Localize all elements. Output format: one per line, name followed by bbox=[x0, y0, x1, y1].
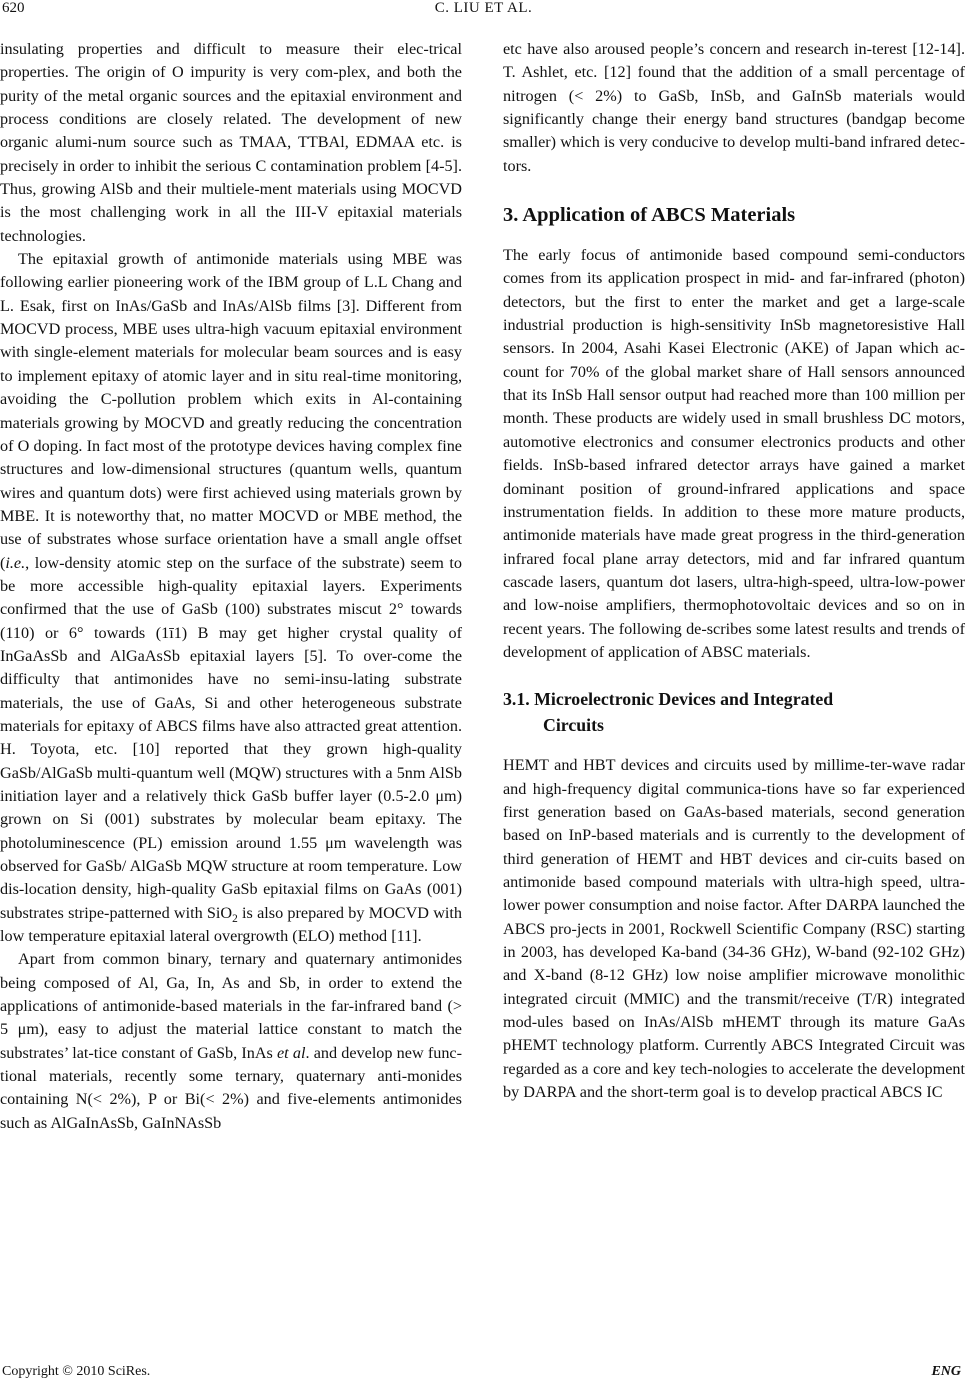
page-number: 620 bbox=[2, 0, 25, 16]
paragraph: The early focus of antimonide based compound semi-conductors comes from its application prospect in mid- and far-infrared (photon) detectors, but the first to enter the market and get a large-scale industrial production is high-sensitivity InSb magnetoresistive Hall sensors. In 2004, Asahi Kasei Electronic (AKE) of Japan which ac-count for 70% of the global market share of Hall sensors announced that its InSb Hall sensor output had reached more than 100 million per month. These products are widely used in small brushless DC motors, automotive electronics and consumer electronics products and other fields. InSb-based infrared detector arrays have gained a market dominant position of ground-infrared applications and space instrumentation fields. In addition to these more mature products, antimonide materials have made great progress in the third-generation infrared focal plane array detectors, mid and far infrared quantum cascade lasers, quantum dot lasers, ultra-high-speed, ultra-low-power and low-noise amplifiers, thermophotovoltaic devices and so on in recent years. The following de-scribes some latest results and trends of development of application of ABSC materials. bbox=[503, 246, 965, 661]
section-heading: 3. Application of ABCS Materials bbox=[503, 204, 796, 227]
left-column bbox=[0, 38, 462, 1135]
subsection-heading: 3.1. Microelectronic Devices and Integrated Circuits bbox=[503, 689, 834, 736]
running-head: C. LIU ET AL. bbox=[434, 0, 533, 16]
paragraph: etc have also aroused people’s concern and research in-terest [12-14]. T. Ashlet, etc. [12] found that the addition of a small percentage of nitrogen (< 2%) to GaSb, InSb, and GaInSb materials would significantly change their energy band structures (bandgap become smaller) which is very conducive to develop multi-band infrared detec-tors. bbox=[503, 40, 965, 175]
copyright-notice: Copyright © 2010 SciRes. bbox=[2, 1364, 151, 1379]
page-header bbox=[0, 0, 967, 24]
paragraph: insulating properties and difficult to measure their elec-trical properties. The origin of O impurity is very com-plex, and both the purity of the metal organic sources and the epitaxial environment and process conditions are closely related. The development of new organic alumi-num source such as TMAA, TTBAl, EDMAA etc. is precisely in order to inhibit the serious C contamination problem [4-5]. Thus, growing AlSb and their multiele-ment materials using MOCVD is the most challenging work in all the III-V epitaxial materials technologies. bbox=[0, 40, 462, 245]
paragraph: HEMT and HBT devices and circuits used by millime-ter-wave radar and high-frequency digital communica-tions have so far experienced first generation based on GaAs-based materials, second generation based on InP-based materials and is currently to the development of third generation of HEMT and HBT devices and cir-cuits based on antimonide based compound materials with ultra-high speed, ultra-lower power consumption and noise factor. After DARPA launched the ABCS pro-jects in 2001, Rockwell Scientific Company (RSC) starting in 2003, has developed Ka-band (34-36 GHz), W-band (92-102 GHz) and X-band (8-12 GHz) low noise amplifier microwave monolithic integrated circuit (MMIC) and the transmit/receive (T/R) integrated mod-ules based on InAs/AlSb mHEMT through its mature GaAs pHEMT technology platform. Currently ABCS Integrated Circuit was regarded as a core and key tech-nologies to accelerate the development by DARPA and the short-term goal is to develop practical ABCS IC bbox=[503, 756, 965, 1102]
right-column bbox=[503, 38, 965, 1104]
paragraph: The epitaxial growth of antimonide materials using MBE was following earlier pioneering work of the IBM group of L.L Chang and L. Esak, first on InAs/GaSb and InAs/AlSb films [3]. Different from MOCVD process, MBE uses ultra-high vacuum epitaxial environment with single-element materials for molecular beam sources and is easy to implement epitaxy of atomic layer and in situ real-time monitoring, avoiding the C-pollution problem which exits in Al-containing materials growing by MOCVD and greatly reducing the concentration of O doping. In fact most of the prototype devices having complex fine structures and low-dimensional structures (quantum wells, quantum wires and quantum dots) were first achieved using materials grown by MBE. It is noteworthy that, no matter MOCVD or MBE method, the use of substrates whose surface orientation have a small angle offset (i.e., low-density atomic step on the surface of the substrate) seem to be more accessible high-quality epitaxial layers. Experiments confirmed that the use of GaSb (100) substrates miscut 2° towards (110) or 6° towards (1ī1) B may get higher crystal quality of InGaAsSb and AlGaAsSb epitaxial layers [5]. To over-come the difficulty that antimonides have no semi-insu-lating substrate materials, the use of GaAs, Si and other heterogeneous substrate materials for epitaxy of ABCS films have also attracted great attention. H. Toyota, etc. [10] reported that they grown high-quality GaSb/AlGaSb multi-quantum well (MQW) structures with a 5nm AlSb initiation layer and a relatively thick GaSb buffer layer (0.5-2.0 μm) grown on Si (001) substrates by molecular beam epitaxy. The photoluminescence (PL) emission around 1.55 μm wavelength was observed for GaSb/ AlGaSb MQW structure at room temperature. Low dis-location density, high-quality GaSb epitaxial films on GaAs (001) substrates stripe-patterned with SiO$_2$ is also prepared by MOCVD with low temperature epitaxial lateral overgrowth (ELO) method [11]. bbox=[0, 250, 462, 946]
journal-abbrev: ENG bbox=[931, 1364, 961, 1379]
paragraph: Apart from common binary, ternary and quaternary antimonides being composed of Al, Ga, In, As and Sb, in order to extend the applications of antimonide-based materials in the far-infrared band (> 5 μm), easy to adjust the material lattice constant to match the substrates’ lat-tice constant of GaSb, InAs et al. and develop new func-tional materials, recently some ternary, quaternary anti-monides containing N(< 2%), P or Bi(< 2%) and five-elements antimonides such as AlGaInAsSb, GaInNAsSb bbox=[0, 950, 462, 1132]
